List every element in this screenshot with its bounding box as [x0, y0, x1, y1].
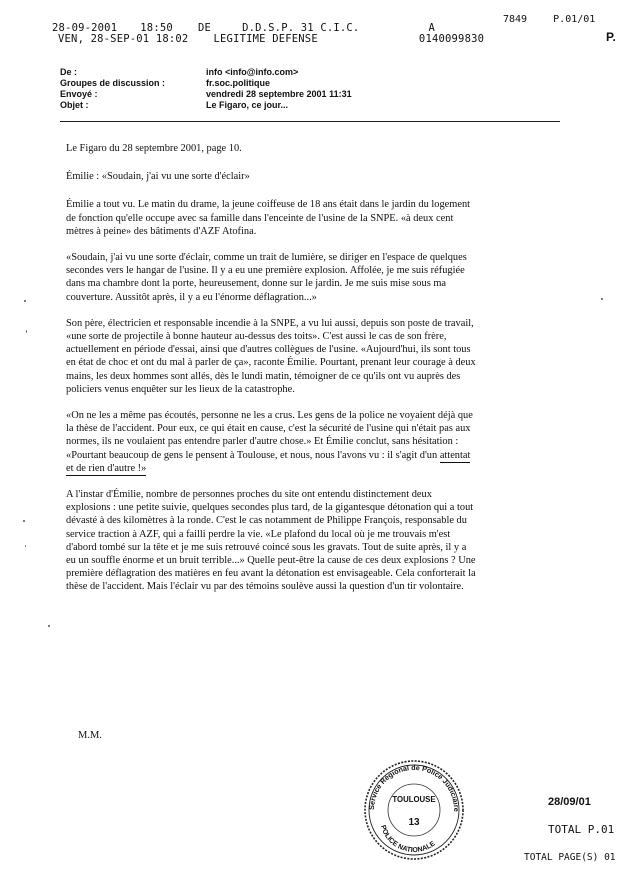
article-paragraph-3: Son père, électricien et responsable incendie à la SNPE, a vu lui aussi, depuis son poste de travail, «une sorte de projectile à bonne hauteur au-dessus des toits». C'est aussi le cas de son frère, actuellement en période d'essai, ainsi que d'autres collègues de l'usine. «Aujourd'hui, ils sont tous en état de choc et ont du mal à parler de ça», raconte Émilie. Pourtant, prenant leur courage à deux mains, les deux hommes sont allés, dès le lundi matin, témoigner de ce qu'ils ont vu auprès des policiers venus enquêter sur les lieux de la catastrophe.	[66, 317, 476, 395]
email-subject-row	[60, 100, 352, 111]
email-header	[60, 67, 352, 111]
groups-label: Groupes de discussion :	[60, 78, 166, 88]
article-paragraph-5: A l'instar d'Émilie, nombre de personnes proches du site ont entendu distinctement deux explosions : une petite suivie, quelques secondes plus tard, de la gigantesque détonation qui a tout dévasté à des kilomètres à la ronde. C'est le cas notamment de Philippe François, responsable du service traction à AZF, qui a failli perdre la vie. «Le plafond du local où je me trouvais m'est d'abord tombé sur la tête et je me suis retrouvé coincé sous les gravats. Tout de suite après, il y a eu un souffle énorme et un bruit terrible...» Quelle peut-être la cause de ces deux explosions ? Une première déflagration des matières en feu avant la détonation est envisageable. Cela conforterait la thèse de l'accident. Mais l'éclair vu par des témoins soulève aussi la question d'un tir volontaire.	[66, 489, 476, 593]
from-value: info <info@info.com>	[206, 67, 299, 77]
fax-number: 0140099830	[418, 33, 485, 45]
stamp-bottom-text: POLICE NATIONALE	[378, 824, 437, 855]
scan-speck	[601, 298, 603, 300]
fax-date-2: VEN, 28-SEP-01 18:02	[58, 33, 189, 45]
fax-date: 28-09-2001	[52, 22, 118, 34]
fax-time: 18:50	[140, 22, 173, 34]
email-from-row	[60, 67, 352, 78]
from-label: De :	[60, 67, 78, 77]
footer-total-pages: TOTAL PAGE(S) 01	[524, 852, 616, 863]
groups-value: fr.soc.politique	[206, 78, 271, 88]
article-source: Le Figaro du 28 septembre 2001, page 10.	[66, 143, 242, 154]
stamp-city: TOULOUSE	[392, 795, 436, 804]
article-paragraph-2: «Soudain, j'ai vu une sorte d'éclair, comme un trait de lumière, se diriger en l'espace de quelques secondes vers le hangar de l'usine. Il y a eu une première explosion. Affolée, je me suis réfugiée dans ma chambre dont la porte, heureusement, donne sur le jardin. Je me suis mise sous ma couverture. Aussitôt après, il y a eu l'énorme déflagration...»	[66, 252, 467, 303]
email-groups-row	[60, 78, 352, 89]
header-divider	[60, 121, 560, 122]
scan-speck	[23, 520, 25, 522]
article-paragraph-1: Émilie a tout vu. Le matin du drame, la jeune coiffeuse de 18 ans était dans le jardin du logement de fonction qu'elle occupe avec sa famille dans l'enceinte de l'usine de la SNPE. «à deux cent mètres à peine» des bâtiments d'AZF Atofina.	[66, 199, 471, 237]
footer-date: 28/09/01	[548, 796, 591, 808]
footer-total: TOTAL P.01	[548, 823, 615, 836]
scan-speck	[24, 300, 26, 302]
subject-value: Le Figaro, ce jour...	[206, 100, 289, 110]
subject-label: Objet :	[60, 100, 89, 110]
fax-to-label: A	[428, 22, 436, 34]
email-sent-row	[60, 89, 352, 100]
fax-page-info	[503, 14, 595, 25]
fax-page: P.01/01	[553, 14, 596, 25]
article-quote-intro: Émilie : «Soudain, j'ai vu une sorte d'éclair»	[66, 171, 250, 183]
scan-speck	[48, 625, 50, 627]
article-underlined-conclusion: attentat et de rien d'autre !»	[66, 449, 471, 474]
police-stamp	[362, 758, 466, 862]
sent-label: Envoyé :	[60, 89, 98, 99]
fax-sender-2: LEGITIME DEFENSE	[213, 33, 318, 45]
article-paragraph-4	[66, 409, 478, 475]
fax-sender: D.D.S.P. 31 C.I.C.	[242, 22, 360, 34]
stamp-number: 13	[408, 817, 420, 828]
article-body	[66, 142, 478, 607]
sent-value: vendredi 28 septembre 2001 11:31	[206, 89, 352, 99]
signature: M.M.	[78, 730, 102, 741]
article-paragraph-4-text: «On ne les a même pas écoutés, personne ne les a crus. Les gens de la police ne voyaient déjà que la thèse de l'accident. Pour eux, ce qui était en cause, c'est la sécurité de l'usine qui n'était pas aux normes, ils ne voulaient pas entendre parler d'autre chose.» Et Émilie conclut, sans hésitation : «Pourtant beaucoup de gens le pensent à Toulouse, et nous, nous l'avons vu : il s'agit d'un	[66, 410, 473, 461]
corner-letter: P.	[606, 30, 616, 44]
fax-code: DE	[197, 22, 211, 34]
fax-header-line-2	[58, 33, 484, 45]
svg-text:POLICE NATIONALE	[379, 824, 437, 854]
stamp-ring-text: Service Régional de Police Judiciaire	[366, 762, 462, 812]
scan-speck	[25, 545, 26, 547]
scan-speck	[26, 330, 27, 333]
svg-text:Service Régional de Police Jud	[367, 763, 461, 812]
fax-number-id: 7849	[503, 14, 528, 25]
